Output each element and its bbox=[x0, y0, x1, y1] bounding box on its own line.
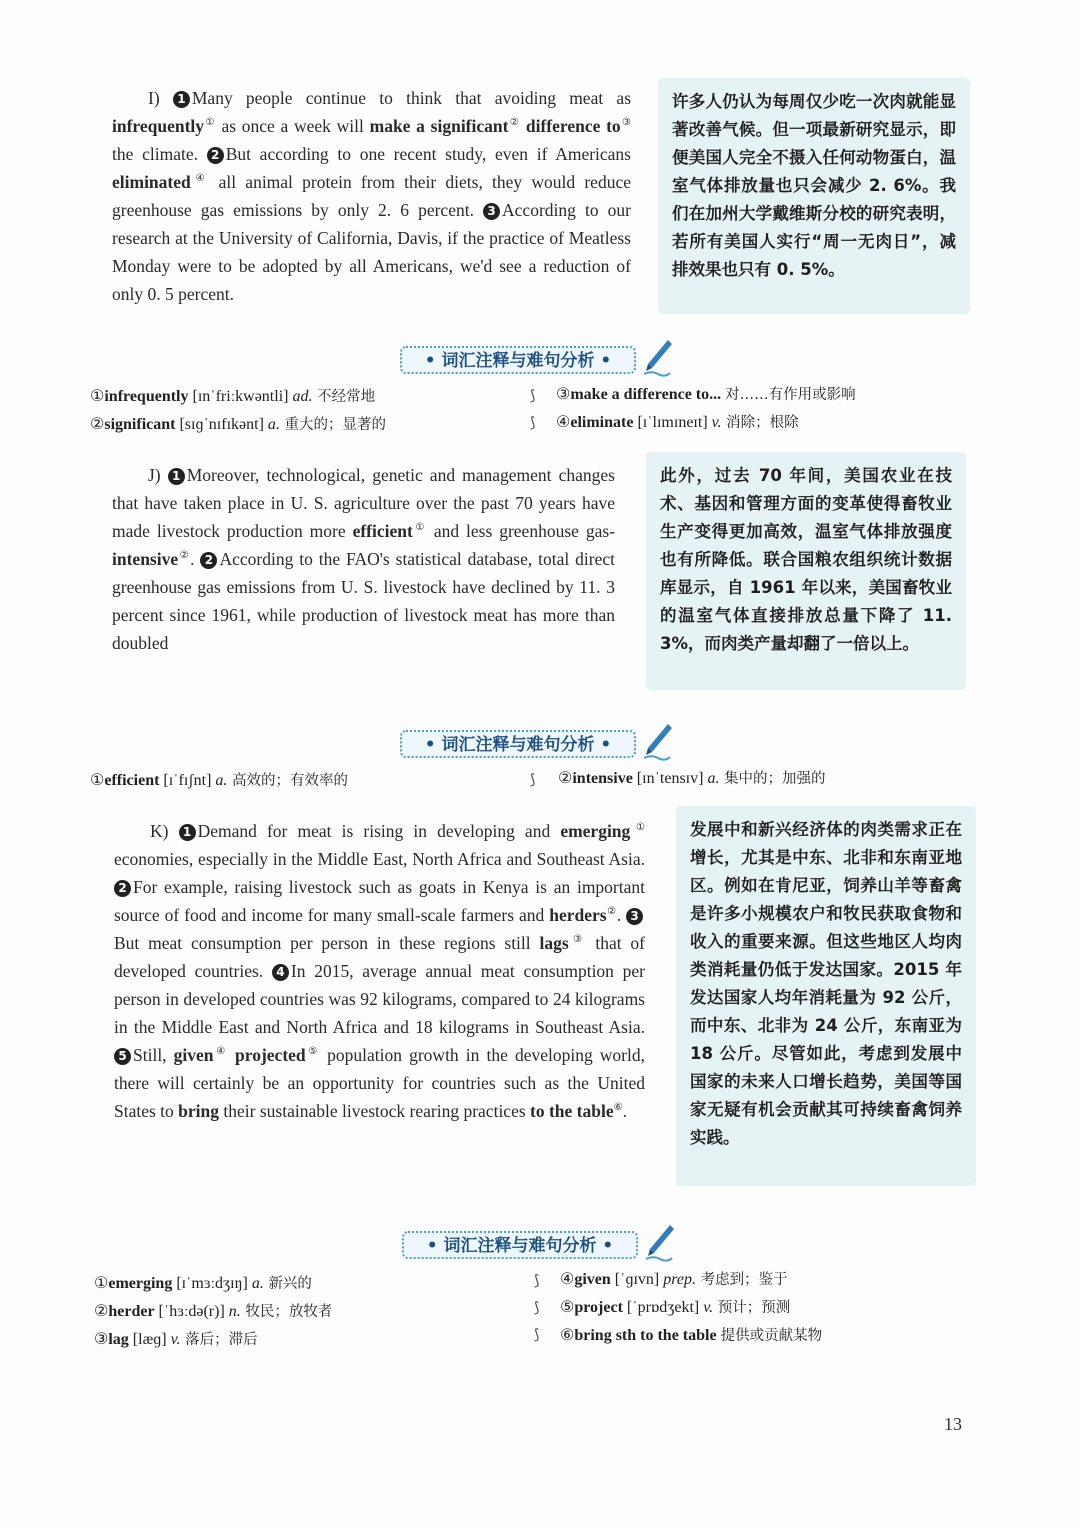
footnote-marker: ③ bbox=[568, 934, 587, 946]
footnote-marker: ⑥ bbox=[613, 1102, 623, 1114]
sentence-number-badge: 2 bbox=[207, 147, 224, 164]
vocab-entry: ⑥bring sth to the table 提供或贡献某物 bbox=[560, 1327, 823, 1344]
part-of-speech: v. bbox=[170, 1331, 181, 1348]
vocab-definition: 牧民；放牧者 bbox=[240, 1304, 333, 1320]
footnote-marker: ② bbox=[508, 117, 521, 129]
vocab-word: lag bbox=[108, 1331, 129, 1348]
vocab-definition: 集中的；加强的 bbox=[719, 771, 826, 787]
sentence-number-badge: 3 bbox=[483, 203, 500, 220]
keyword: projected bbox=[235, 1045, 306, 1065]
paragraph-k-chinese: 发展中和新兴经济体的肉类需求正在增长，尤其是中东、北非和东南亚地区。例如在肯尼亚，饲养山羊等畜禽是许多小规模农户和牧民获取食物和收入的重要来源。但这些地区人均肉类消耗量仍低于发达国家。2015 年发达国家人均年消耗量为 92 公斤，而中东、北非为 24 公斤，东南亚为 18 公斤。尽管如此，考虑到发展中国家的未来人口增长趋势，美国等国家无疑有机会贡献其可持续畜禽饲养实践。 bbox=[676, 806, 976, 1186]
vocab-entry: ①emerging [ɪˈmɜːdʒɪŋ] a. 新兴的 bbox=[94, 1275, 312, 1292]
vocab-definition: 高效的；有效率的 bbox=[227, 773, 349, 789]
sentence-number-badge: 4 bbox=[272, 964, 289, 981]
vocab-word: intensive bbox=[572, 770, 633, 787]
paragraph-i-chinese: 许多人仍认为每周仅少吃一次肉就能显著改善气候。但一项最新研究显示，即便美国人完全不摄入任何动物蛋白，温室气体排放量也只会减少 2. 6%。我们在加州大学戴维斯分校的研究表明，若所有美国人实行“周一无肉日”，减排效果也只有 0. 5%。 bbox=[658, 78, 970, 314]
footnote-marker: ② bbox=[606, 906, 617, 918]
paragraph-j-english bbox=[112, 461, 615, 657]
vocab-list-i-left bbox=[90, 383, 520, 439]
sentence-number-badge: 2 bbox=[200, 552, 217, 569]
vocab-list-j-left bbox=[90, 767, 520, 795]
vocab-word: project bbox=[574, 1299, 623, 1316]
part-of-speech: n. bbox=[228, 1303, 241, 1320]
paragraph-text: I) 1 Many people continue to think that avoiding meat as infrequently① as once a week will make a significant② difference to③ the climate. 2 But according to one recent study, even if Americans eliminated④ all animal protein from their diets, they would reduce greenhouse gas emissions by only 2. 6 percent. 3 According to our research at the University of California, Davis, if the practice of Meatless Monday were to be adopted by all Americans, we'd see a reduction of only 0. 5 percent. bbox=[112, 88, 631, 304]
sentence-number-badge: 1 bbox=[179, 824, 196, 841]
paragraph-label: I) bbox=[148, 88, 173, 108]
footnote-marker: ③ bbox=[620, 117, 631, 129]
vocab-list-i-right bbox=[556, 381, 976, 437]
pen-icon bbox=[640, 338, 674, 378]
vocab-word: significant bbox=[104, 416, 176, 433]
keyword: intensive bbox=[112, 549, 179, 569]
footnote-marker: ② bbox=[178, 550, 191, 562]
page-number: 13 bbox=[944, 1414, 962, 1434]
vocab-entry: ④eliminate [ɪˈlɪmɪneɪt] v. 消除；根除 bbox=[556, 414, 799, 431]
footnote-marker: ④ bbox=[190, 173, 210, 185]
paragraph-label: J) bbox=[148, 465, 168, 485]
vocab-definition: 考虑到；鉴于 bbox=[695, 1272, 788, 1288]
keyword: herders bbox=[549, 905, 607, 925]
keyword: eliminated bbox=[112, 172, 191, 192]
part-of-speech: v. bbox=[703, 1299, 714, 1316]
keyword: make a significant bbox=[369, 116, 509, 136]
vocab-entry: ⑤project [ˈprɒdʒekt] v. 预计；预测 bbox=[560, 1299, 791, 1316]
vocab-word: given bbox=[574, 1271, 611, 1288]
sentence-number-badge: 5 bbox=[114, 1048, 131, 1065]
part-of-speech: ad. bbox=[292, 388, 313, 405]
keyword: difference to bbox=[520, 116, 621, 136]
sentence-number-badge: 1 bbox=[173, 91, 190, 108]
footnote-marker: ① bbox=[204, 117, 216, 129]
vocab-word: emerging bbox=[108, 1275, 173, 1292]
vocab-entry: ①infrequently [ɪnˈfriːkwəntli] ad. 不经常地 bbox=[90, 388, 376, 405]
keyword: efficient bbox=[352, 521, 413, 541]
vocab-list-k-right bbox=[560, 1266, 980, 1350]
footnote-marker: ① bbox=[630, 822, 645, 834]
paragraph-k-english bbox=[114, 817, 645, 1125]
vocab-separator: ⟆ ⟆ ⟆ bbox=[534, 1273, 540, 1343]
vocab-banner: • 词汇注释与难句分析 • bbox=[400, 346, 636, 374]
paragraph-i-english bbox=[112, 84, 631, 308]
paragraph-label: K) bbox=[150, 821, 179, 841]
vocab-definition: 新兴的 bbox=[263, 1276, 312, 1292]
paragraph-text: K) 1 Demand for meat is rising in developing and emerging① economies, especially in the Middle East, North Africa and Southeast Asia. 2 For example, raising livestock such as goats in Kenya is an important source of food and income for many small-scale farmers and herders②. 3But meat consumption per person in these regions still lags③ that of developed countries. 4 In 2015, average annual meat consumption per person in developed countries was 92 kilograms, compared to 24 kilograms in the Middle East and North Africa and 18 kilograms in Southeast Asia. 5 Still, given④ projected⑤ population growth in the developing world, there will certainly be an opportunity for countries such as the United States to bring their sustainable livestock rearing practices to the table⑥. bbox=[114, 821, 646, 1121]
vocab-entry: ①efficient [ɪˈfɪʃnt] a. 高效的；有效率的 bbox=[90, 772, 349, 789]
vocab-entry: ②intensive [ɪnˈtensɪv] a. 集中的；加强的 bbox=[558, 770, 826, 787]
sentence-number-badge: 2 bbox=[114, 880, 131, 897]
sentence-number-badge: 1 bbox=[168, 468, 185, 485]
vocab-word: infrequently bbox=[104, 388, 189, 405]
part-of-speech: a. bbox=[215, 772, 228, 789]
sentence-number-badge: 3 bbox=[626, 908, 643, 925]
vocab-word: efficient bbox=[104, 772, 160, 789]
part-of-speech: prep. bbox=[663, 1271, 696, 1288]
footnote-marker: ① bbox=[412, 522, 427, 534]
vocab-entry: ③lag [læɡ] v. 落后；滞后 bbox=[94, 1331, 258, 1348]
vocab-word: herder bbox=[108, 1303, 155, 1320]
keyword: given bbox=[173, 1045, 214, 1065]
paragraph-text: J) 1 Moreover, technological, genetic and management changes that have taken place in U. S. agriculture over the past 70 years have made livestock production more efficient① and less greenhouse gas-intensive②. 2 According to the FAO's statistical database, total direct greenhouse gas emissions from U. S. livestock have declined by 11. 3 percent since 1961, while production of livestock meat has more than doubled bbox=[112, 465, 616, 653]
part-of-speech: a. bbox=[251, 1275, 264, 1292]
keyword: lags bbox=[539, 933, 569, 953]
keyword: bring bbox=[178, 1101, 220, 1121]
paragraph-j-chinese: 此外，过去 70 年间，美国农业在技术、基因和管理方面的变革使得畜牧业生产变得更加高效，温室气体排放强度也有所降低。联合国粮农组织统计数据库显示，自 1961 年以来，美国畜牧业的温室气体直接排放总量下降了 11. 3%，而肉类产量却翻了一倍以上。 bbox=[646, 452, 966, 690]
part-of-speech: a. bbox=[707, 770, 720, 787]
part-of-speech: v. bbox=[711, 414, 722, 431]
vocab-banner: • 词汇注释与难句分析 • bbox=[402, 1231, 638, 1259]
vocab-word: eliminate bbox=[570, 414, 634, 431]
vocab-banner: • 词汇注释与难句分析 • bbox=[400, 730, 636, 758]
vocab-separator: ⟆ ⟆ bbox=[530, 388, 536, 431]
keyword: to the table bbox=[530, 1101, 614, 1121]
vocab-list-j-right bbox=[558, 765, 978, 793]
pen-icon bbox=[640, 722, 674, 762]
vocab-entry: ②significant [sɪɡˈnɪfɪkənt] a. 重大的；显著的 bbox=[90, 416, 386, 433]
vocab-definition: 落后；滞后 bbox=[180, 1332, 258, 1348]
footnote-marker: ⑤ bbox=[305, 1046, 321, 1058]
vocab-entry: ②herder [ˈhɜːdə(r)] n. 牧民；放牧者 bbox=[94, 1303, 333, 1320]
vocab-definition: 重大的；显著的 bbox=[279, 417, 386, 433]
vocab-definition: 预计；预测 bbox=[713, 1300, 791, 1316]
vocab-definition: 不经常地 bbox=[312, 389, 376, 405]
vocab-definition: 提供或贡献某物 bbox=[720, 1328, 823, 1344]
vocab-word: make a difference to... bbox=[570, 386, 722, 403]
vocab-definition: 对……有作用或影响 bbox=[725, 387, 856, 403]
part-of-speech: a. bbox=[267, 416, 280, 433]
vocab-separator: ⟆ bbox=[530, 772, 536, 788]
vocab-word: bring sth to the table bbox=[574, 1327, 717, 1344]
footnote-marker: ④ bbox=[213, 1046, 228, 1058]
keyword: emerging bbox=[560, 821, 631, 841]
keyword: infrequently bbox=[112, 116, 205, 136]
pen-icon bbox=[642, 1223, 676, 1263]
vocab-entry: ④given [ˈɡɪvn] prep. 考虑到；鉴于 bbox=[560, 1271, 788, 1288]
vocab-definition: 消除；根除 bbox=[721, 415, 799, 431]
vocab-list-k-left bbox=[94, 1270, 524, 1354]
vocab-entry: ③make a difference to... 对……有作用或影响 bbox=[556, 386, 856, 403]
